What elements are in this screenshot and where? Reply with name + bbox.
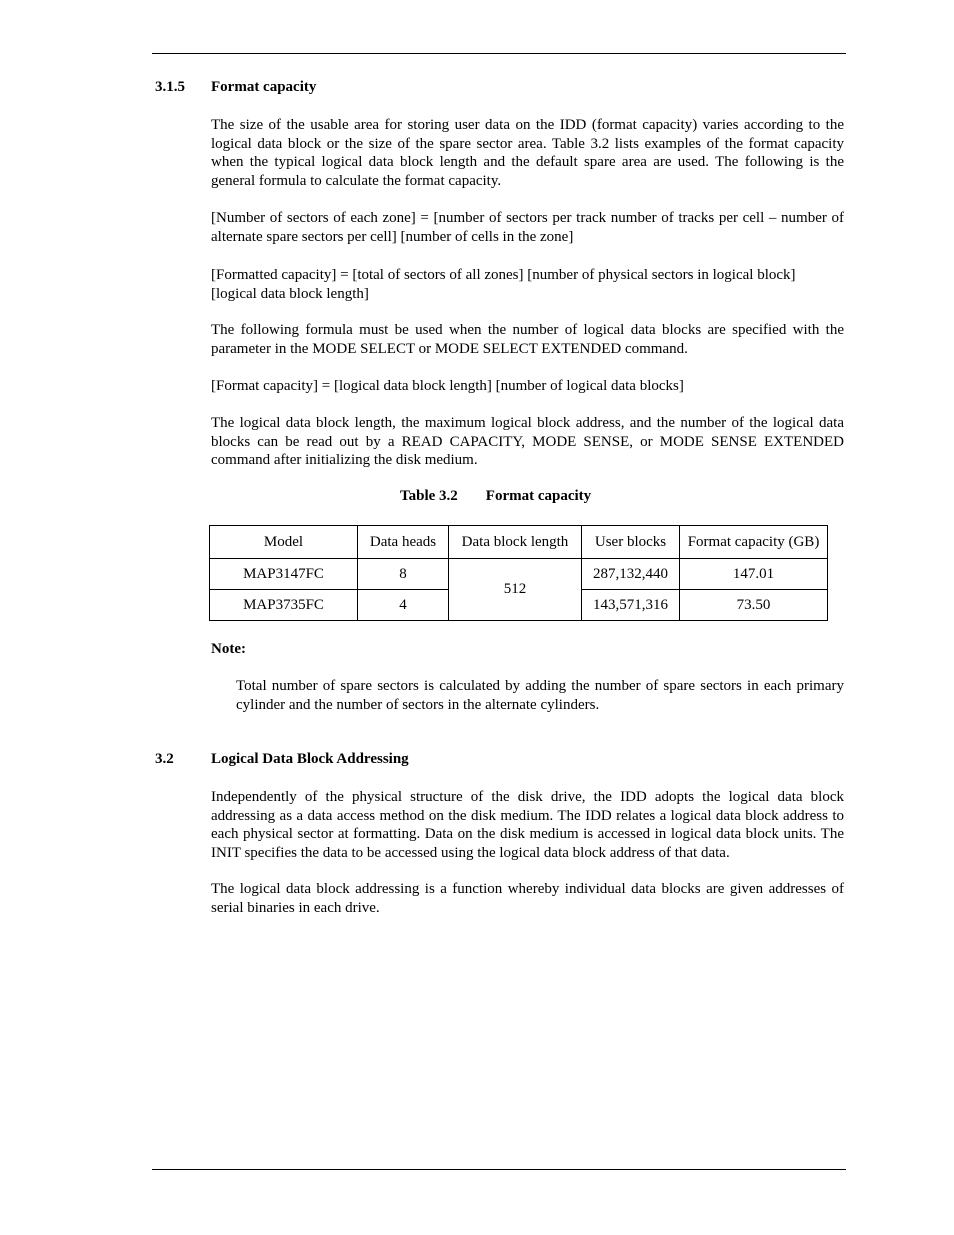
table-header-cell: Data heads xyxy=(358,526,449,559)
paragraph-mode-select: The following formula must be used when the number of logical data blocks are specified with the parameter in the MODE SELECT or MODE SELECT EXTENDED command. xyxy=(211,322,844,357)
table-row xyxy=(210,559,828,590)
table-cell-block-length: 512 xyxy=(449,559,582,621)
table-caption-title: Format capacity xyxy=(485,488,592,504)
formula-line: [logical data block length] xyxy=(211,285,369,302)
note-text: Total number of spare sectors is calculated by adding the number of spare sectors in each primary cylinder and the number of sectors in the alternate cylinders. xyxy=(236,678,844,713)
formula-formatted-capacity xyxy=(211,266,844,303)
table-caption xyxy=(400,488,591,505)
table-caption-number: Table 3.2 xyxy=(400,488,458,504)
table-cell-capacity: 73.50 xyxy=(680,590,828,621)
table-header-cell: Format capacity (GB) xyxy=(680,526,828,559)
section-title: Logical Data Block Addressing xyxy=(211,751,409,767)
format-capacity-table xyxy=(209,525,828,621)
paragraph-logical-addressing-function: The logical data block addressing is a function whereby individual data blocks are given addresses of serial binaries in each drive. xyxy=(211,881,844,916)
table-header-row xyxy=(210,526,828,559)
formula-sectors-per-zone: [Number of sectors of each zone] = [number of sectors per track number of tracks per cell – number of alternate spare sectors per cell] [number of cells in the zone] xyxy=(211,210,844,245)
table-cell-user-blocks: 287,132,440 xyxy=(582,559,680,590)
table-cell-model: MAP3147FC xyxy=(210,559,358,590)
header-rule xyxy=(152,53,846,54)
table-cell-heads: 8 xyxy=(358,559,449,590)
formula-line: [Formatted capacity] = [total of sectors of all zones] [number of physical sectors in logical block] xyxy=(211,267,796,283)
table-cell-model: MAP3735FC xyxy=(210,590,358,621)
table-header-cell: User blocks xyxy=(582,526,680,559)
table-cell-heads: 4 xyxy=(358,590,449,621)
paragraph-logical-addressing-intro: Independently of the physical structure of the disk drive, the IDD adopts the logical data block addressing as a data access method on the disk medium. The IDD relates a logical data block address to each physical sector at formatting. Data on the disk medium is accessed in logical data block units. The INIT specifies the data to be accessed using the logical data block address of that data. xyxy=(211,789,844,861)
formula-format-capacity: [Format capacity] = [logical data block length] [number of logical data blocks] xyxy=(211,378,684,394)
section-number: 3.1.5 xyxy=(155,79,185,95)
table-cell-user-blocks: 143,571,316 xyxy=(582,590,680,621)
paragraph-read-capacity: The logical data block length, the maximum logical block address, and the number of the logical data blocks can be read out by a READ CAPACITY, MODE SENSE, or MODE SENSE EXTENDED command after initializing the disk medium. xyxy=(211,415,844,468)
note-label: Note: xyxy=(211,641,246,657)
section-title: Format capacity xyxy=(211,79,317,95)
table-header-cell: Data block length xyxy=(449,526,582,559)
footer-rule xyxy=(152,1169,846,1170)
section-number: 3.2 xyxy=(155,751,174,767)
paragraph-format-capacity-intro: The size of the usable area for storing user data on the IDD (format capacity) varies according to the logical data block or the size of the spare sector area. Table 3.2 lists examples of the format capacity when the typical logical data block length and the default spare area are used. The following is the general formula to calculate the format capacity. xyxy=(211,117,844,189)
table-header-cell: Model xyxy=(210,526,358,559)
table-cell-capacity: 147.01 xyxy=(680,559,828,590)
